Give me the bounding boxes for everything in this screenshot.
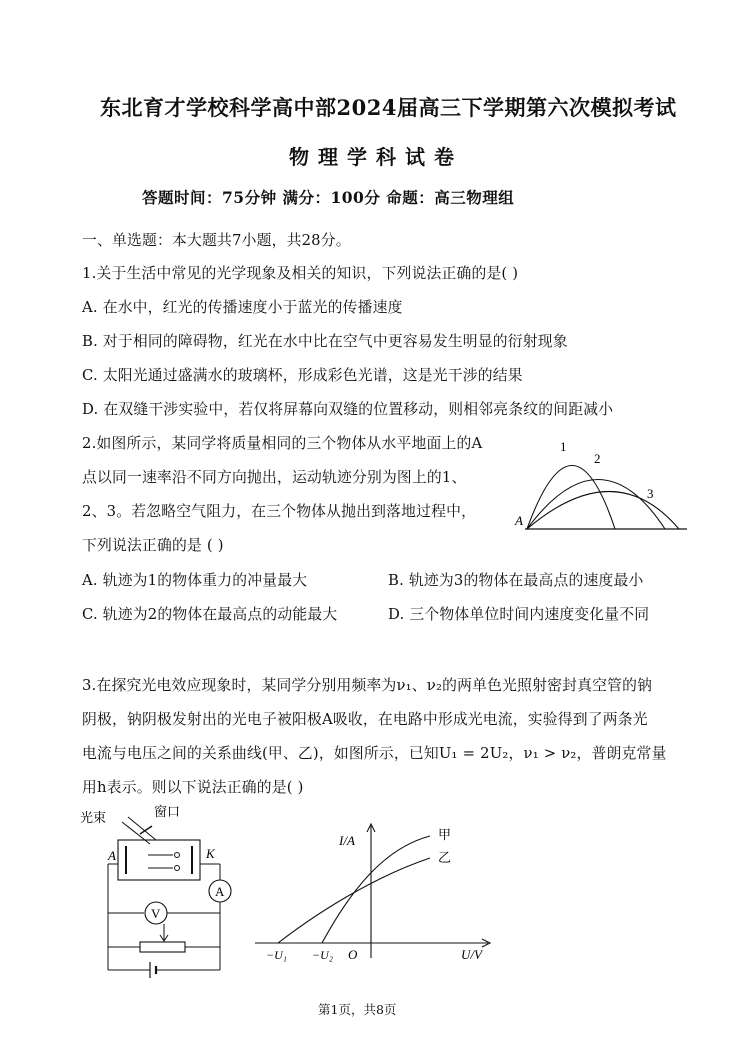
curve-1-label: 1 (560, 439, 567, 454)
beam-label: 光束 (80, 810, 107, 825)
q2-stem-line1: 2.如图所示，某同学将质量相同的三个物体从水平地面上的A (82, 435, 483, 452)
cathode-label: K (206, 846, 215, 861)
q2-trajectory-figure (505, 432, 695, 537)
ammeter-label: A (215, 884, 225, 899)
q3-iu-graph (250, 818, 500, 968)
beam-ray-1 (122, 822, 150, 844)
exam-title: 东北育才学校科学高中部2024届高三下学期第六次模拟考试 (100, 95, 677, 120)
point-a-label: A (515, 513, 523, 528)
curve-jia (322, 836, 430, 943)
q2-option-a: A. 轨迹为1的物体重力的冲量最大 (82, 572, 308, 589)
curve-2-label: 2 (594, 451, 601, 466)
electron-2 (175, 866, 180, 871)
q2-stem-line3: 2、3。若忽略空气阻力，在三个物体从抛出到落地过程中， (82, 503, 477, 520)
vacuum-tube (118, 840, 200, 880)
window-label: 窗口 (154, 804, 181, 819)
rheostat (140, 942, 185, 952)
beam-ray-2 (128, 817, 156, 840)
trajectory-1 (527, 466, 615, 530)
q3-stem-line2: 阴极，钠阴极发射出的光电子被阳极A吸收，在电路中形成光电流，实验得到了两条光 (82, 711, 648, 728)
window-mark (140, 826, 152, 834)
electron-1 (175, 853, 180, 858)
q1-stem: 1.关于生活中常见的光学现象及相关的知识，下列说法正确的是( ) (82, 265, 519, 282)
curve-yi (278, 858, 430, 943)
q3-stem-line1: 3.在探究光电效应现象时，某同学分别用频率为ν₁、ν₂的两单色光照射密封真空管的钠 (82, 677, 653, 694)
anode-label: A (108, 848, 116, 863)
section-heading: 一、单选题：本大题共7小题，共28分。 (82, 232, 351, 249)
q3-stem-line3: 电流与电压之间的关系曲线(甲、乙)，如图所示，已知U₁ = 2U₂，ν₁ > ν₂，普朗克常量 (82, 745, 667, 762)
tick-minus-u2: −U₂ (312, 948, 333, 962)
q2-option-d: D. 三个物体单位时间内速度变化量不同 (388, 606, 650, 623)
q3-circuit-figure (78, 800, 248, 980)
q3-stem-line4: 用h表示。则以下说法正确的是( ) (82, 779, 304, 796)
curve-3-label: 3 (647, 486, 654, 501)
q1-option-b: B. 对于相同的障碍物，红光在水中比在空气中更容易发生明显的衍射现象 (82, 333, 568, 350)
i-axis-label: I/A (339, 833, 355, 848)
u-axis-label: U/V (461, 947, 482, 962)
q1-option-d: D. 在双缝干涉实验中，若仅将屏幕向双缝的位置移动，则相邻亮条纹的间距减小 (82, 401, 614, 418)
exam-subtitle: 物理学科试卷 (289, 145, 463, 169)
tick-minus-u1: −U₁ (266, 948, 287, 962)
curve-yi-label: 乙 (438, 850, 452, 865)
exam-meta: 答题时间：75分钟 满分：100分 命题：高三物理组 (142, 188, 515, 207)
voltmeter-label: V (151, 906, 161, 921)
q1-option-c: C. 太阳光通过盛满水的玻璃杯，形成彩色光谱，这是光干涉的结果 (82, 367, 523, 384)
trajectory-2 (527, 480, 665, 530)
origin-label: O (348, 947, 358, 962)
q2-stem-line2: 点以同一速率沿不同方向抛出，运动轨迹分别为图上的1、 (82, 469, 467, 486)
curve-jia-label: 甲 (438, 827, 452, 842)
q2-option-c: C. 轨迹为2的物体在最高点的动能最大 (82, 606, 338, 623)
page-number: 第1页，共8页 (318, 1002, 397, 1017)
q1-option-a: A. 在水中，红光的传播速度小于蓝光的传播速度 (82, 299, 403, 316)
q2-option-b: B. 轨迹为3的物体在最高点的速度最小 (388, 572, 644, 589)
q2-stem-line4: 下列说法正确的是 ( ) (82, 537, 224, 554)
